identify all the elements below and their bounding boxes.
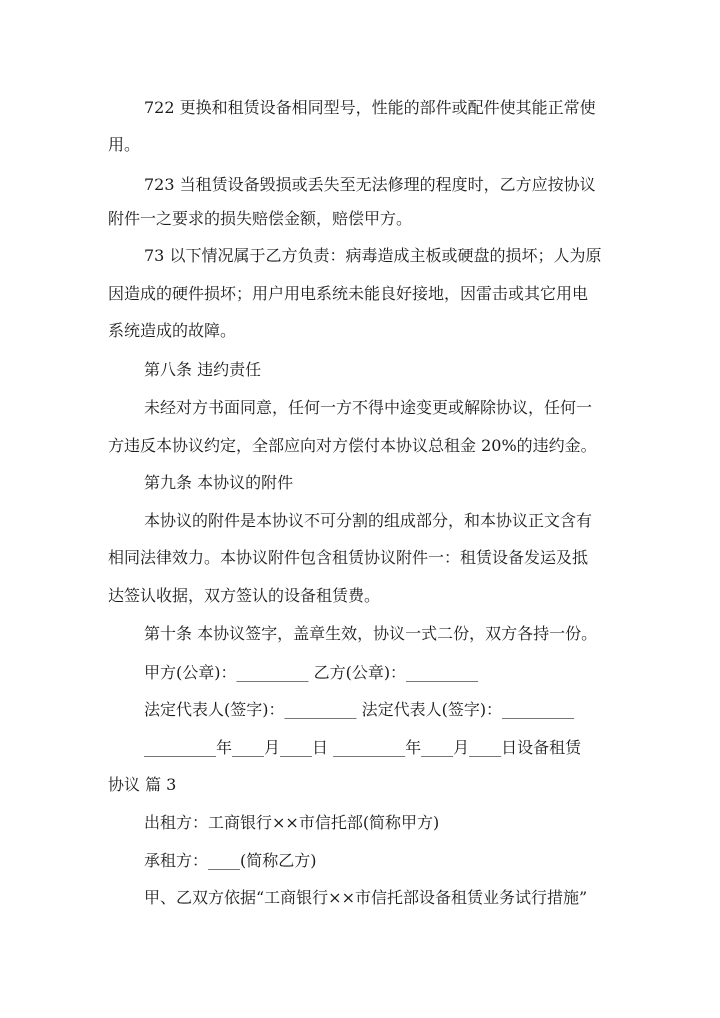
text-line: 甲、乙双方依据“工商银行××市信托部设备租赁业务试行措施” <box>144 888 588 907</box>
date-line: _________年____月____日 _________年____月____日设备租赁 <box>144 738 582 757</box>
text-line: 承租方：____(简称乙方) <box>144 851 317 870</box>
section-heading: 第八条 违约责任 <box>144 360 262 379</box>
text-line: 未经对方书面同意，任何一方不得中途变更或解除协议，任何一 <box>144 398 593 417</box>
text-line: 73 以下情况属于乙方负责：病毒造成主板或硬盘的损坏；人为原 <box>144 246 602 265</box>
text-line: 因造成的硬件损坏；用户用电系统未能良好接地，因雷击或其它用电 <box>108 284 589 303</box>
text-line: 出租方：工商银行××市信托部(简称甲方) <box>144 813 440 832</box>
section-heading: 第九条 本协议的附件 <box>144 473 294 492</box>
section-heading: 协议 篇 3 <box>108 775 177 794</box>
text-line: 723 当租赁设备毁损或丢失至无法修理的程度时，乙方应按协议 <box>144 175 596 194</box>
signature-line: 法定代表人(签字)：_________ 法定代表人(签字)：_________ <box>144 700 575 719</box>
signature-line: 甲方(公章)：_________ 乙方(公章)：_________ <box>144 663 479 682</box>
text-line: 722 更换和租赁设备相同型号，性能的部件或配件使其能正常使 <box>144 98 596 117</box>
text-line: 相同法律效力。本协议附件包含租赁协议附件一：租赁设备发运及抵 <box>108 548 589 567</box>
text-line: 达签认收据，双方签认的设备租赁费。 <box>108 586 381 605</box>
text-line: 方违反本协议约定，全部应向对方偿付本协议总租金 20%的违约金。 <box>108 436 597 455</box>
text-line: 用。 <box>108 135 141 154</box>
text-line: 附件一之要求的损失赔偿金额，赔偿甲方。 <box>108 209 413 228</box>
text-line: 第十条 本协议签字，盖章生效，协议一式二份，双方各持一份。 <box>144 624 598 643</box>
text-line: 系统造成的故障。 <box>108 321 237 340</box>
text-line: 本协议的附件是本协议不可分割的组成部分，和本协议正文含有 <box>144 511 593 530</box>
